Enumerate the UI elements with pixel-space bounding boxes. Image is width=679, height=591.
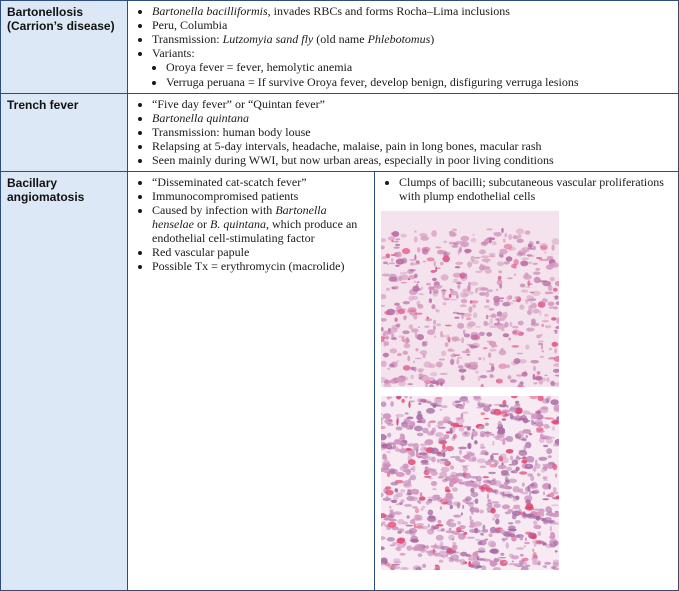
details-cell [128, 94, 679, 172]
disease-name: Bartonellosis (Carrion’s disease) [7, 5, 115, 33]
list-item: • Transmission: Lutzomyia sand fly (old name Phlebotomus) [152, 32, 674, 46]
bullet-list [381, 175, 674, 203]
bullet-list [134, 4, 674, 89]
details-right [374, 172, 678, 590]
list-item: • Clumps of bacilli; subcutaneous vascular proliferations with plump endothelial cells [399, 175, 674, 203]
list-item: • Possible Tx = erythromycin (macrolide) [152, 259, 370, 273]
list-item: • “Five day fever” or “Quintan fever” [152, 97, 674, 111]
disease-cell [1, 94, 128, 172]
list-item: • “Disseminated cat-scatch fever” [152, 175, 370, 189]
disease-cell [1, 172, 128, 591]
list-item: • Verruga peruana = If survive Oroya fever, develop benign, disfiguring verruga lesions [166, 75, 674, 90]
histology-high-power-image [381, 396, 559, 570]
bullet-list [134, 175, 370, 273]
details-cell [128, 1, 679, 94]
list-item: • Seen mainly during WWI, but now urban areas, especially in poor living conditions [152, 153, 674, 167]
list-item: • Transmission: human body louse [152, 125, 674, 139]
disease-name: Trench fever [7, 98, 79, 112]
list-item: • Immunocompromised patients [152, 189, 370, 203]
disease-name: Bacillary angiomatosis [7, 176, 85, 204]
list-item: • Variants: • Oroya fever = fever, hemolytic anemia • Verruga peruana = If survive Oroya fever, develop benign, disfiguring verruga lesions [152, 46, 674, 89]
list-item: • Peru, Columbia [152, 18, 674, 32]
bullet-list [134, 97, 674, 167]
table-row [1, 1, 679, 94]
list-item: • Red vascular papule [152, 245, 370, 259]
details-left [128, 172, 374, 590]
disease-cell [1, 1, 128, 94]
sub-bullet-list [152, 60, 674, 89]
list-item: • Bartonella bacilliformis, invades RBCs and forms Rocha–Lima inclusions [152, 4, 674, 18]
list-item: • Relapsing at 5-day intervals, headache, malaise, pain in long bones, macular rash [152, 139, 674, 153]
table-row [1, 94, 679, 172]
list-item: • Oroya fever = fever, hemolytic anemia [166, 60, 674, 75]
list-item: • Caused by infection with Bartonella henselae or B. quintana, which produce an endothelial cell-stimulating factor [152, 203, 370, 245]
list-item: • Bartonella quintana [152, 111, 674, 125]
table-row [1, 172, 679, 591]
details-cell [128, 172, 679, 591]
histology-low-power-image [381, 211, 559, 387]
